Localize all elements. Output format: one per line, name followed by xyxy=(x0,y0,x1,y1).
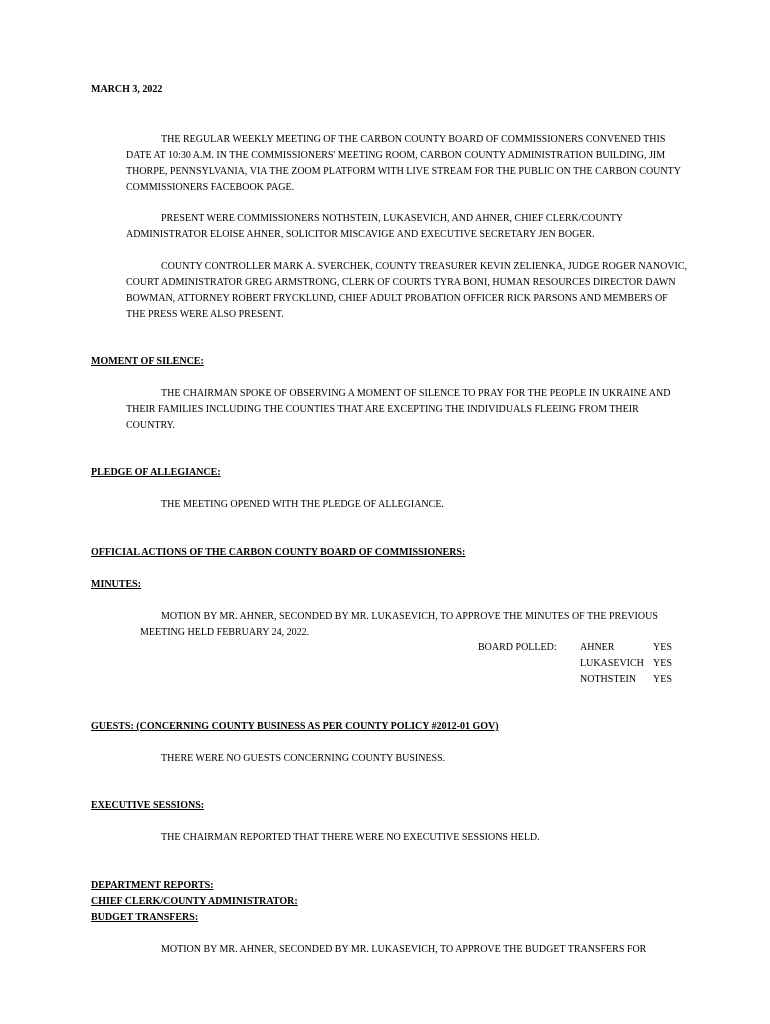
chief-clerk-heading: CHIEF CLERK/COUNTY ADMINISTRATOR: xyxy=(91,896,298,907)
executive-sessions-text: THE CHAIRMAN REPORTED THAT THERE WERE NO EXECUTIVE SESSIONS HELD. xyxy=(161,832,540,843)
budget-transfers-heading: BUDGET TRANSFERS: xyxy=(91,912,199,923)
board-poll-table xyxy=(580,640,690,688)
poll-row xyxy=(580,656,690,672)
budget-transfers-motion-text: MOTION BY MR. AHNER, SECONDED BY MR. LUKASEVICH, TO APPROVE THE BUDGET TRANSFERS FOR xyxy=(161,944,647,955)
poll-commissioner-name: AHNER xyxy=(580,642,615,653)
poll-commissioner-name: LUKASEVICH xyxy=(580,658,644,669)
minutes-motion-text: MOTION BY MR. AHNER, SECONDED BY MR. LUKASEVICH, TO APPROVE THE MINUTES OF THE PREVIOUS MEETING HELD FEBRUARY 24, 2022. xyxy=(140,611,658,638)
department-reports-heading: DEPARTMENT REPORTS: xyxy=(91,880,214,891)
executive-sessions-heading: EXECUTIVE SESSIONS: xyxy=(91,800,205,811)
moment-of-silence-heading: MOMENT OF SILENCE: xyxy=(91,356,204,367)
pledge-heading: PLEDGE OF ALLEGIANCE: xyxy=(91,467,221,478)
poll-commissioner-name: NOTHSTEIN xyxy=(580,674,637,685)
official-actions-heading: OFFICIAL ACTIONS OF THE CARBON COUNTY BOARD OF COMMISSIONERS: xyxy=(91,547,466,558)
poll-row xyxy=(580,672,690,688)
moment-of-silence-text: THE CHAIRMAN SPOKE OF OBSERVING A MOMENT OF SILENCE TO PRAY FOR THE PEOPLE IN UKRAINE AND THEIR FAMILIES INCLUDING THE COUNTIES THAT ARE EXCEPTING THE INDIVIDUALS FLEEING FROM THEIR COUNTRY. xyxy=(126,388,671,431)
poll-row xyxy=(580,640,690,656)
poll-vote: YES xyxy=(653,642,672,653)
intro-paragraph-present: PRESENT WERE COMMISSIONERS NOTHSTEIN, LUKASEVICH, AND AHNER, CHIEF CLERK/COUNTY ADMINISTRATOR ELOISE AHNER, SOLICITOR MISCAVIGE AND EXECUTIVE SECRETARY JEN BOGER. xyxy=(126,213,623,240)
intro-paragraph-also-present: COUNTY CONTROLLER MARK A. SVERCHEK, COUNTY TREASURER KEVIN ZELIENKA, JUDGE ROGER NANOVIC, COURT ADMINISTRATOR GREG ARMSTRONG, CLERK OF COURTS TYRA BONI, HUMAN RESOURCES DIRECTOR DAWN BOWMAN, ATTORNEY ROBERT FRYCKLUND, CHIEF ADULT PROBATION OFFICER RICK PARSONS AND MEMBERS OF THE PRESS WERE ALSO PRESENT. xyxy=(126,261,688,320)
poll-vote: YES xyxy=(653,658,672,669)
guests-heading: GUESTS: (CONCERNING COUNTY BUSINESS AS PER COUNTY POLICY #2012-01 GOV) xyxy=(91,721,499,732)
poll-vote: YES xyxy=(653,674,672,685)
pledge-text: THE MEETING OPENED WITH THE PLEDGE OF ALLEGIANCE. xyxy=(161,499,444,510)
meeting-date: MARCH 3, 2022 xyxy=(91,84,163,95)
guests-text: THERE WERE NO GUESTS CONCERNING COUNTY BUSINESS. xyxy=(161,753,446,764)
intro-paragraph-convened: THE REGULAR WEEKLY MEETING OF THE CARBON COUNTY BOARD OF COMMISSIONERS CONVENED THIS DATE AT 10:30 A.M. IN THE COMMISSIONERS' MEETING ROOM, CARBON COUNTY ADMINISTRATION BUILDING, JIM THORPE, PENNSYLVANIA, VIA THE ZOOM PLATFORM WITH LIVE STREAM FOR THE PUBLIC ON THE CARBON COUNTY COMMISSIONERS FACEBOOK PAGE. xyxy=(126,134,681,193)
minutes-heading: MINUTES: xyxy=(91,579,142,590)
board-polled-label: BOARD POLLED: xyxy=(478,642,557,653)
